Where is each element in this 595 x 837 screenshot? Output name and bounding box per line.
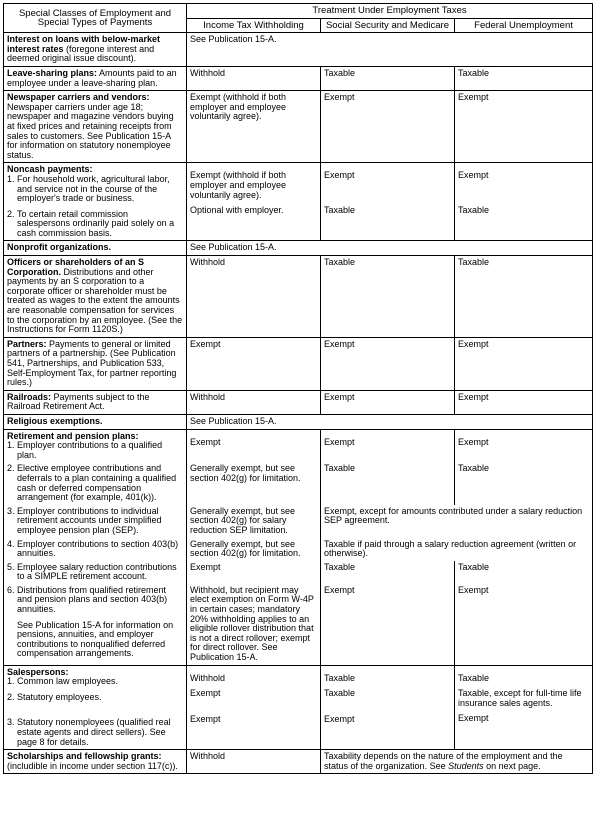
cell-social-security-unemployment — [321, 750, 593, 774]
row-scholarships-label — [4, 750, 187, 774]
cell-unemployment: Exempt — [455, 584, 593, 665]
employment-tax-treatment-table — [3, 3, 593, 774]
row-leave-label — [4, 66, 187, 90]
row-nonprofit-treatment: See Publication 15-A. — [187, 241, 593, 256]
cell-withholding: Generally exempt, but see section 402(g) for salary reduction SEP limitation. — [187, 505, 321, 538]
cell-social-security-unemployment: Taxable if paid through a salary reduction agreement (written or otherwise). — [321, 538, 593, 561]
item-text: Statutory nonemployees (qualified real estate agents and direct sellers). See page 8 for details. — [17, 717, 171, 747]
table-row-newspaper — [4, 91, 593, 163]
taxability-text-end: on next page. — [483, 760, 541, 771]
item-text: Employer contributions to a qualified plan. — [17, 440, 163, 460]
table-row-retirement-4 — [4, 538, 593, 561]
list-item — [7, 563, 183, 582]
cell-withholding: Withhold — [187, 66, 321, 90]
row-title: Salespersons: — [7, 666, 69, 677]
cell-social-security: Exempt — [321, 390, 455, 414]
list-item — [7, 540, 183, 559]
cell-social-security: Exempt — [321, 91, 455, 163]
item-number: 2. — [7, 463, 15, 474]
item-number: 1. — [7, 676, 15, 687]
table-row-nonprofit — [4, 241, 593, 256]
item-1-withholding: Withhold — [190, 672, 226, 683]
item-number: 6. — [7, 584, 15, 595]
list-item — [7, 507, 183, 536]
table-row-religious — [4, 414, 593, 429]
item-text: Employer contributions to section 403(b) annuities. — [17, 538, 179, 559]
row-interest-treatment: See Publication 15-A. — [187, 33, 593, 67]
row-desc: Payments subject to the Railroad Retirement Act. — [7, 391, 150, 412]
item-2-social-security: Taxable — [324, 688, 356, 699]
cell-withholding: Withhold, but recipient may elect exemption on Form W-4P in certain cases; mandatory 20% withholding applies to an eligible rollover distribution that is not a direct rollover; exempt for direct rollover. See Publication 15-A. — [187, 584, 321, 665]
row-retirement-label-3 — [4, 505, 187, 538]
row-title: Scholarships and fellowship grants: — [7, 751, 162, 762]
cell-unemployment: Exempt — [455, 91, 593, 163]
item-3-withholding: Exempt — [190, 713, 221, 724]
cell-withholding: Exempt (withhold if both employer and employee voluntarily agree). — [187, 91, 321, 163]
item-number: 3. — [7, 717, 15, 728]
item-number: 4. — [7, 538, 15, 549]
header-special-classes-line1: Special Classes of Employment and — [18, 7, 172, 19]
item-number: 1. — [7, 440, 15, 451]
cell-unemployment: Taxable — [455, 561, 593, 584]
cell-withholding: Exempt — [187, 561, 321, 584]
cell-social-security: Exempt — [321, 337, 455, 390]
table-row-retirement-6 — [4, 584, 593, 665]
cell-unemployment — [455, 429, 593, 462]
row-desc: Amounts paid to an employee under a leave-sharing plan. — [7, 67, 177, 88]
item-2-withholding: Optional with employer. — [190, 205, 284, 216]
cell-unemployment: Taxable — [455, 66, 593, 90]
row-retirement-label-2 — [4, 462, 187, 504]
item-text: Employee salary reduction contributions to a SIMPLE retirement account. — [17, 561, 177, 582]
item-1-unemployment: Exempt — [458, 436, 489, 447]
row-title: Noncash payments: — [7, 164, 93, 175]
row-newspaper-label — [4, 91, 187, 163]
item-2-social-security: Taxable — [324, 204, 356, 215]
row-title: Partners: — [7, 338, 47, 349]
row-desc: Newspaper carriers under age 18; newspaper and magazine vendors buying at fixed prices and retaining receipts from sales to customers. See Publication 15-A for information on statutory nonemployee status. — [7, 101, 174, 160]
list-item — [7, 718, 183, 747]
row-retirement-label-4 — [4, 538, 187, 561]
row-interest-label — [4, 33, 187, 67]
item-number: 1. — [7, 173, 15, 184]
item-1-unemployment: Exempt — [458, 170, 489, 181]
row-salespersons-label — [4, 665, 187, 750]
item-number: 3. — [7, 505, 15, 516]
item-text: For household work, agricultural labor, and service not in the course of the employer's trade or business. — [17, 173, 170, 204]
header-income-tax-withholding: Income Tax Withholding — [187, 18, 321, 33]
row-nonprofit-label — [4, 241, 187, 256]
row-noncash-label — [4, 163, 187, 241]
row-title: Railroads: — [7, 391, 52, 402]
list-item — [7, 175, 183, 204]
row-desc: Distributions and other payments by an S corporation to a corporate officer or shareholder must be treated as wages to the extent the amounts are reasonable compensation for services to the corporation by an employee. (See the Instructions for Form 1120S.) — [7, 266, 183, 335]
cell-unemployment: Exempt — [455, 390, 593, 414]
table-row-retirement-2 — [4, 462, 593, 504]
table-row-retirement-3 — [4, 505, 593, 538]
table-row-interest — [4, 33, 593, 67]
table-row-railroads — [4, 390, 593, 414]
row-retirement-label-1 — [4, 429, 187, 462]
taxability-text: Taxability depends on the nature of the employment and the status of the organization. See — [324, 751, 563, 771]
item-number: 2. — [7, 691, 15, 702]
item-2-unemployment: Taxable — [458, 204, 490, 215]
table-header-row-1 — [4, 4, 593, 19]
table-row-officers — [4, 256, 593, 338]
cell-withholding: Withhold — [187, 256, 321, 338]
item-1-social-security: Exempt — [324, 170, 355, 181]
table-row-leave-sharing — [4, 66, 593, 90]
cell-social-security: Taxable — [321, 256, 455, 338]
row-retirement-label-5 — [4, 561, 187, 584]
row-desc: (includible in income under section 117(c)). — [7, 760, 178, 771]
header-federal-unemployment: Federal Unemployment — [455, 18, 593, 33]
item-number: 2. — [7, 208, 15, 219]
row-title: Officers or shareholders of an S Corporation. — [7, 257, 145, 277]
cell-withholding: Generally exempt, but see section 402(g) for limitation. — [187, 462, 321, 504]
item-1-unemployment: Taxable — [458, 672, 490, 683]
row-partners-label — [4, 337, 187, 390]
list-item — [7, 210, 183, 239]
cell-withholding: Generally exempt, but see section 402(g) for limitation. — [187, 538, 321, 561]
table-row-retirement-1 — [4, 429, 593, 462]
cell-withholding — [187, 163, 321, 241]
list-item — [7, 693, 183, 703]
cell-unemployment: Taxable — [455, 462, 593, 504]
row-religious-treatment: See Publication 15-A. — [187, 414, 593, 429]
item-number: 5. — [7, 561, 15, 572]
item-text: Elective employee contributions and deferrals to a plan containing a qualified cash or deferred compensation arrangement (for example, 401(k)). — [17, 463, 177, 503]
cell-unemployment: Exempt — [455, 337, 593, 390]
cell-social-security: Taxable — [321, 561, 455, 584]
list-item — [7, 441, 183, 460]
header-special-classes — [4, 4, 187, 33]
students-reference: Students — [448, 760, 484, 771]
item-text: To certain retail commission salespersons ordinarily paid solely on a cash commission basis. — [17, 208, 175, 238]
cell-social-security — [321, 429, 455, 462]
cell-social-security — [321, 665, 455, 750]
row-desc: (foregone interest and deemed original issue discount). — [7, 43, 155, 64]
item-3-unemployment: Exempt — [458, 713, 489, 724]
item-1-social-security: Taxable — [324, 672, 356, 683]
row-title: Newspaper carriers and vendors: — [7, 92, 150, 103]
cell-unemployment — [455, 665, 593, 750]
row-officers-label — [4, 256, 187, 338]
item-1-withholding: Exempt (withhold if both employer and employee voluntarily agree). — [190, 170, 287, 200]
cell-unemployment — [455, 163, 593, 241]
list-item — [7, 677, 183, 687]
header-social-security-medicare: Social Security and Medicare — [321, 18, 455, 33]
item-1-social-security: Exempt — [324, 436, 355, 447]
cell-social-security: Taxable — [321, 66, 455, 90]
row-title: Retirement and pension plans: — [7, 430, 139, 441]
header-special-classes-line2: Special Types of Payments — [37, 17, 153, 29]
row-title: Interest on loans with below-market interest rates — [7, 34, 161, 54]
table-row-partners — [4, 337, 593, 390]
item-text: Distributions from qualified retirement and pension plans and section 403(b) annuities. — [17, 584, 168, 615]
cell-withholding — [187, 429, 321, 462]
cell-withholding: Withhold — [187, 750, 321, 774]
header-treatment-group: Treatment Under Employment Taxes — [187, 4, 593, 19]
item-2-withholding: Exempt — [190, 688, 221, 699]
item-6-note: See Publication 15-A for information on pensions, annuities, and employer contributions to nonqualified deferred compensation arrangements. — [17, 619, 174, 659]
table-row-salespersons — [4, 665, 593, 750]
item-1-withholding: Exempt — [190, 436, 221, 447]
list-item — [7, 586, 183, 615]
row-title: Nonprofit organizations. — [7, 242, 111, 253]
row-title: Leave-sharing plans: — [7, 67, 98, 78]
row-retirement-label-6 — [4, 584, 187, 665]
item-text: Statutory employees. — [17, 691, 102, 702]
row-religious-label — [4, 414, 187, 429]
cell-unemployment: Taxable — [455, 256, 593, 338]
cell-social-security: Taxable — [321, 462, 455, 504]
cell-withholding: Withhold — [187, 390, 321, 414]
table-row-scholarships — [4, 750, 593, 774]
table-row-noncash — [4, 163, 593, 241]
cell-social-security — [321, 163, 455, 241]
item-3-social-security: Exempt — [324, 713, 355, 724]
cell-withholding: Exempt — [187, 337, 321, 390]
list-item — [7, 464, 183, 502]
cell-social-security: Exempt — [321, 584, 455, 665]
row-desc: Payments to general or limited partners of a partnership. (See Publication 541, Partnerships, and Publication 533, Self-Employment Tax, for partner reporting rules.) — [7, 338, 177, 388]
table-row-retirement-5 — [4, 561, 593, 584]
item-2-unemployment: Taxable, except for full-time life insurance sales agents. — [458, 688, 582, 708]
cell-withholding — [187, 665, 321, 750]
cell-social-security-unemployment: Exempt, except for amounts contributed under a salary reduction SEP agreement. — [321, 505, 593, 538]
row-railroads-label — [4, 390, 187, 414]
item-text: Employer contributions to individual retirement accounts under simplified employee pension plan (SEP). — [17, 505, 162, 535]
item-text: Common law employees. — [17, 676, 119, 687]
row-title: Religious exemptions. — [7, 415, 103, 426]
